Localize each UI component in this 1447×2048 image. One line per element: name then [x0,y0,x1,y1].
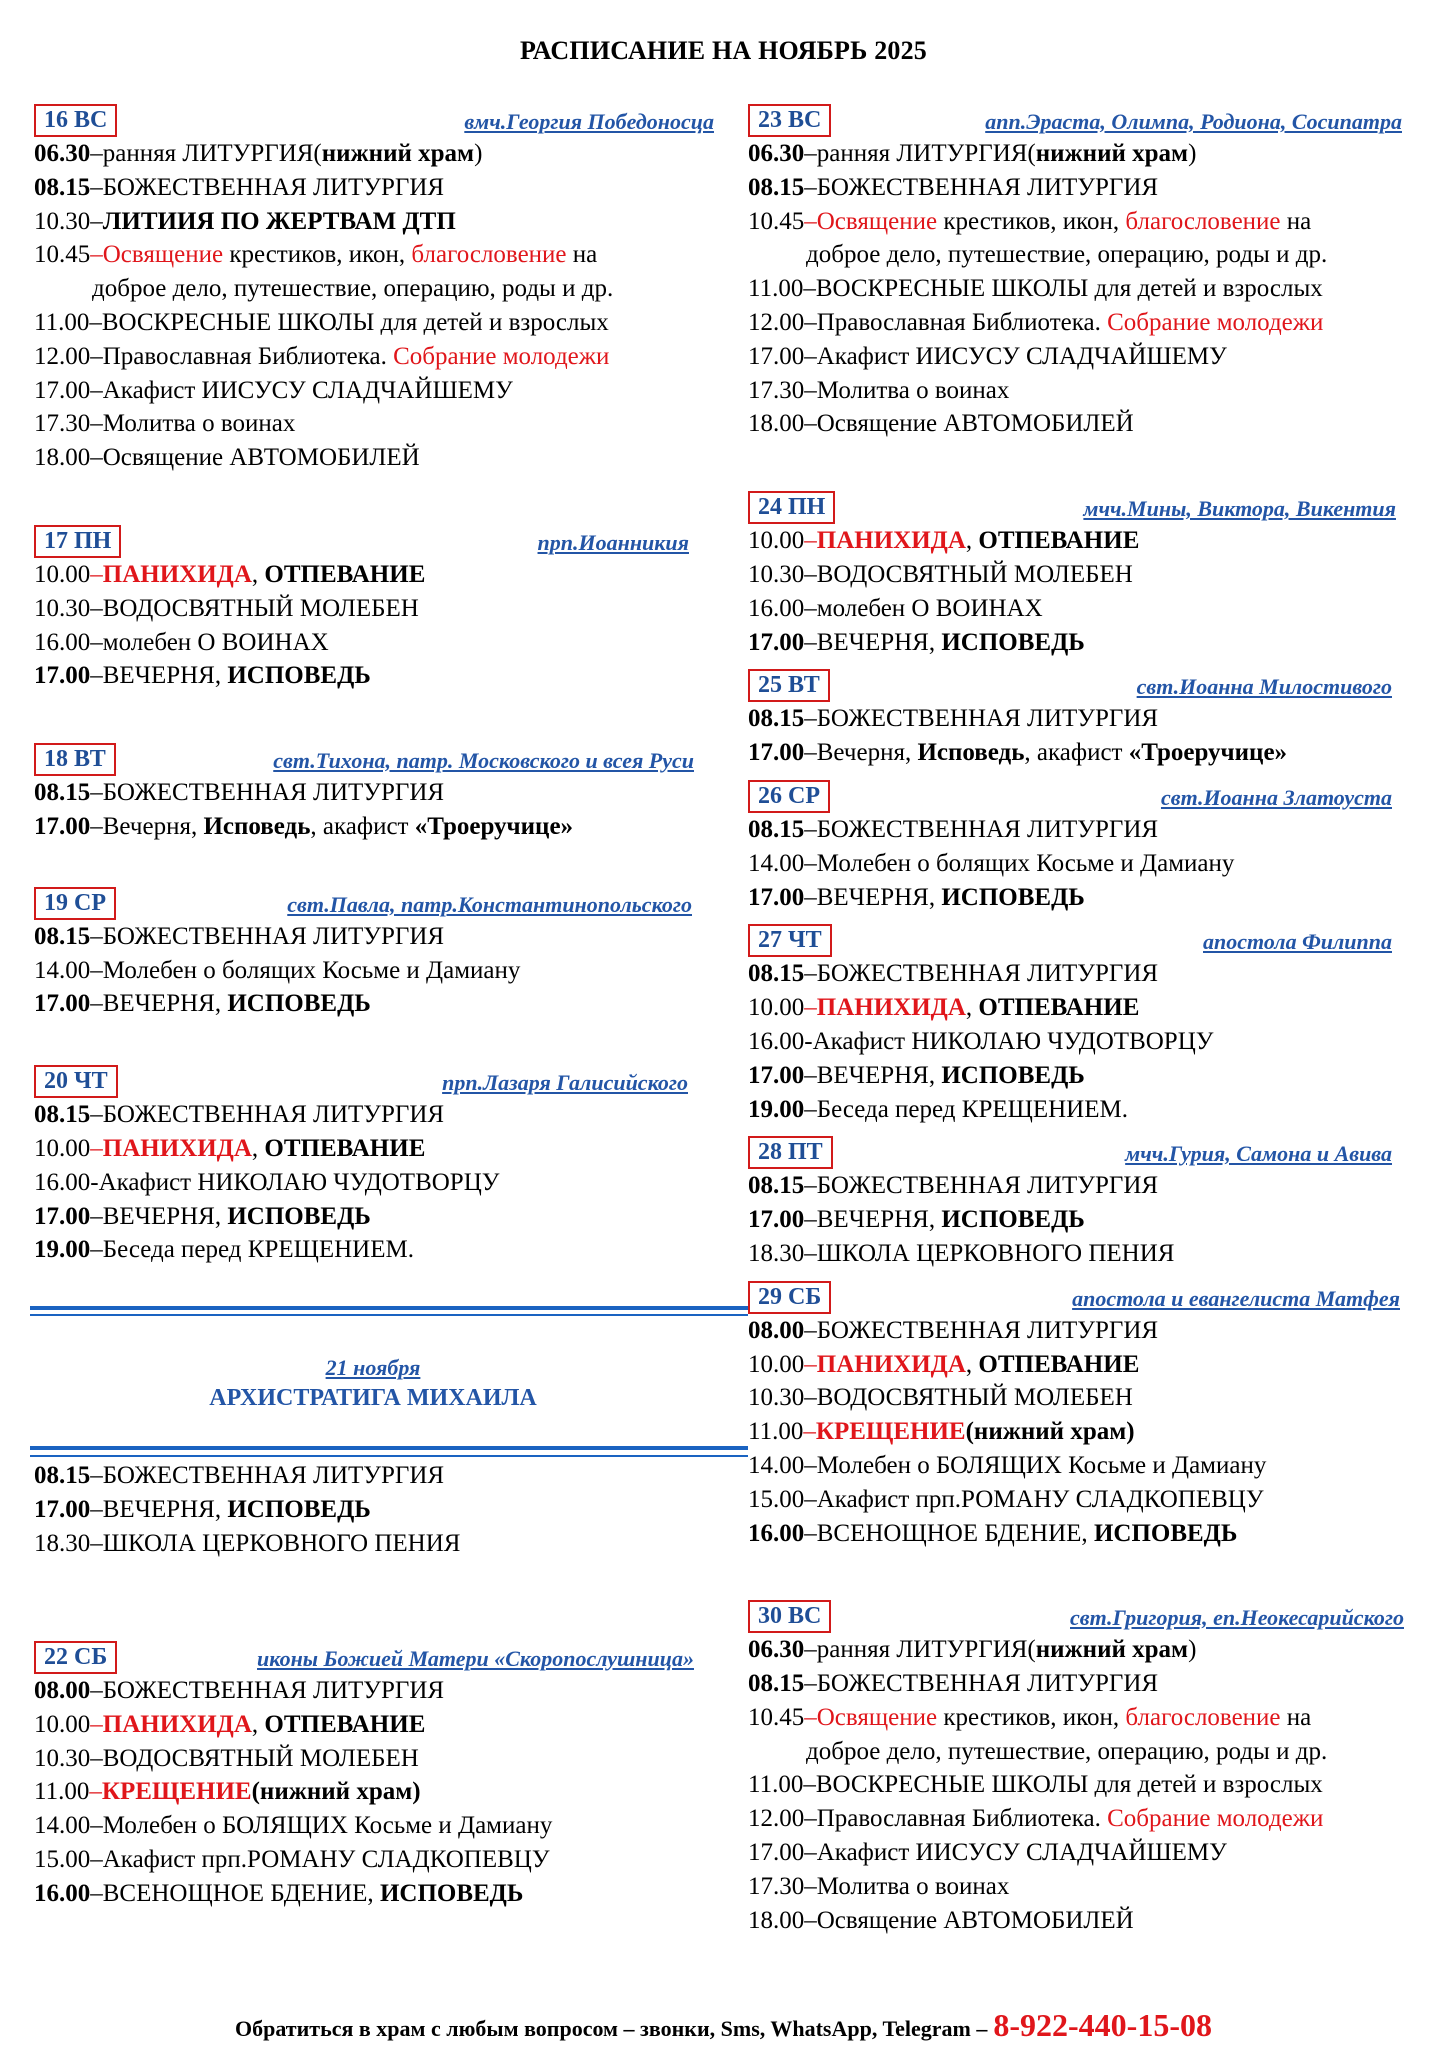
event-line: 11.00–КРЕЩЕНИЕ(нижний храм) [748,1418,1135,1446]
event-line: 08.15–БОЖЕСТВЕННАЯ ЛИТУРГИЯ [748,815,1159,843]
event-line: 17.00–ВЕЧЕРНЯ, ИСПОВЕДЬ [748,628,1085,656]
event-line: 16.00–молебен О ВОИНАХ [748,594,1043,622]
saint-name: иконы Божией Матери «Скоропослушница» [257,1646,694,1671]
day-label: 25 ВТ [748,669,830,702]
feast-events [34,1459,714,1560]
event-line: доброе дело, путешествие, операцию, роды и др. [806,1737,1328,1765]
phone-number[interactable]: 8-922-440-15-08 [993,2007,1212,2043]
event-line: 10.00–ПАНИХИДА, ОТПЕВАНИЕ [748,994,1140,1022]
saint-name: апостола и евангелиста Матфея [1072,1285,1400,1311]
divider-line [30,1306,748,1310]
day-28 [748,1136,1418,1270]
feast-name: АРХИСТРАТИГА МИХАИЛА [209,1385,537,1411]
event-line: 16.00-Акафист НИКОЛАЮ ЧУДОТВОРЦУ [34,1168,500,1196]
day-26 [748,780,1418,914]
day-label: 30 ВС [748,1600,831,1633]
event-line: 14.00–Молебен о болящих Косьме и Дамиану [748,849,1235,877]
event-line: 11.00–ВОСКРЕСНЫЕ ШКОЛЫ для детей и взрослых [34,308,609,336]
event-line: 16.00-Акафист НИКОЛАЮ ЧУДОТВОРЦУ [748,1027,1214,1055]
event-line: 10.30–ЛИТИИЯ ПО ЖЕРТВАМ ДТП [34,207,456,235]
divider-line [30,1446,748,1450]
day-27 [748,924,1418,1126]
saint-name: мчч.Мины, Виктора, Викентия [1083,496,1396,522]
event-line: 08.15–БОЖЕСТВЕННАЯ ЛИТУРГИЯ [748,1670,1159,1698]
event-line: 06.30–ранняя ЛИТУРГИЯ(нижний храм) [748,1636,1197,1664]
event-line: 10.30–ВОДОСВЯТНЫЙ МОЛЕБЕН [34,1744,419,1772]
saint-name: апп.Эраста, Олимпа, Родиона, Сосипатра [985,109,1402,134]
event-line: 16.00–молебен О ВОИНАХ [34,628,329,656]
event-line: 08.15–БОЖЕСТВЕННАЯ ЛИТУРГИЯ [34,1101,445,1129]
day-label: 29 СБ [748,1281,831,1314]
day-label: 26 СР [748,780,830,813]
event-line: 18.00–Освящение АВТОМОБИЛЕЙ [748,410,1134,438]
saint-name: мчч.Гурия, Самона и Авива [1125,1141,1392,1167]
footer-contact [0,2007,1447,2044]
event-line: 17.00–ВЕЧЕРНЯ, ИСПОВЕДЬ [34,990,371,1018]
day-19 [34,887,714,1021]
day-label: 28 ПТ [748,1136,833,1169]
event-line: 11.00–ВОСКРЕСНЫЕ ШКОЛЫ для детей и взрослых [748,1771,1323,1799]
day-16 [34,104,714,475]
event-line: 06.30–ранняя ЛИТУРГИЯ(нижний храм) [748,140,1197,167]
day-label: 27 ЧТ [748,924,832,957]
event-line: 08.00–БОЖЕСТВЕННАЯ ЛИТУРГИЯ [34,1677,445,1704]
day-25 [748,669,1418,770]
event-line: 17.30–Молитва о воинах [34,410,296,438]
event-line: 17.00–Акафист ИИСУСУ СЛАДЧАЙШЕМУ [34,376,513,404]
event-line: 17.00–ВЕЧЕРНЯ, ИСПОВЕДЬ [748,1206,1085,1234]
saint-name: свт.Иоанна Милостивого [1136,674,1392,700]
event-line: 10.45–Освящение крестиков, икон, благословение на [748,1703,1312,1731]
event-line: 10.00–ПАНИХИДА, ОТПЕВАНИЕ [34,1710,426,1738]
event-line: 08.15–БОЖЕСТВЕННАЯ ЛИТУРГИЯ [34,779,445,807]
event-line: 08.15–БОЖЕСТВЕННАЯ ЛИТУРГИЯ [34,1462,445,1489]
event-line: 17.00–Вечерня, Исповедь, акафист «Троеручице» [34,812,574,840]
event-line: 19.00–Беседа перед КРЕЩЕНИЕМ. [748,1095,1128,1123]
event-line: 17.00–ВЕЧЕРНЯ, ИСПОВЕДЬ [34,1495,371,1523]
event-line: 08.15–БОЖЕСТВЕННАЯ ЛИТУРГИЯ [748,173,1159,201]
event-line: 16.00–ВСЕНОЩНОЕ БДЕНИЕ, ИСПОВЕДЬ [748,1519,1238,1547]
event-line: 17.00–ВЕЧЕРНЯ, ИСПОВЕДЬ [748,1061,1085,1089]
event-line: 14.00–Молебен о БОЛЯЩИХ Косьме и Дамиану [748,1451,1267,1479]
event-line: 08.00–БОЖЕСТВЕННАЯ ЛИТУРГИЯ [748,1316,1159,1344]
event-line: 08.15–БОЖЕСТВЕННАЯ ЛИТУРГИЯ [34,173,445,201]
event-line: 17.00–ВЕЧЕРНЯ, ИСПОВЕДЬ [34,662,371,690]
event-line: 18.00–Освящение АВТОМОБИЛЕЙ [748,1906,1134,1934]
event-line: 17.00–ВЕЧЕРНЯ, ИСПОВЕДЬ [748,883,1085,911]
event-line: 08.15–БОЖЕСТВЕННАЯ ЛИТУРГИЯ [748,960,1159,988]
event-line: 17.00–Акафист ИИСУСУ СЛАДЧАЙШЕМУ [748,342,1227,370]
event-line: 17.00–ВЕЧЕРНЯ, ИСПОВЕДЬ [34,1202,371,1230]
event-line: 17.30–Молитва о воинах [748,1872,1010,1900]
saint-name: свт.Павла, патр.Константинопольского [287,891,692,917]
event-line: 10.00–ПАНИХИДА, ОТПЕВАНИЕ [34,560,426,588]
feast-date: 21 ноября [325,1355,421,1380]
event-line: 14.00–Молебен о БОЛЯЩИХ Косьме и Дамиану [34,1812,553,1840]
day-label: 18 ВТ [34,743,116,776]
saint-name: прп.Иоанникия [537,529,689,555]
event-line: 10.45–Освящение крестиков, икон, благословение на [748,207,1312,235]
day-29 [748,1281,1418,1551]
day-label: 20 ЧТ [34,1065,118,1098]
event-line: 18.00–Освящение АВТОМОБИЛЕЙ [34,444,420,472]
saint-name: свт.Тихона, патр. Московского и всея Руси [273,748,694,774]
event-line: 14.00–Молебен о болящих Косьме и Дамиану [34,956,521,984]
saint-name: апостола Филиппа [1203,929,1392,955]
day-22 [34,1641,714,1911]
event-line: 17.00–Акафист ИИСУСУ СЛАДЧАЙШЕМУ [748,1839,1227,1867]
event-line: 17.30–Молитва о воинах [748,376,1010,404]
event-line: 10.00–ПАНИХИДА, ОТПЕВАНИЕ [748,1350,1140,1378]
event-line: 18.30–ШКОЛА ЦЕРКОВНОГО ПЕНИЯ [748,1239,1175,1267]
day-18 [34,743,714,844]
day-24 [748,491,1418,659]
saint-name: свт.Иоанна Златоуста [1160,784,1392,810]
event-line: доброе дело, путешествие, операцию, роды и др. [92,275,614,303]
day-label: 17 ПН [34,525,121,558]
event-line: 10.30–ВОДОСВЯТНЫЙ МОЛЕБЕН [748,1384,1133,1412]
saint-name: вмч.Георгия Победоносца [464,109,714,134]
event-line: 10.00–ПАНИХИДА, ОТПЕВАНИЕ [34,1134,426,1162]
event-line: 15.00–Акафист прп.РОМАНУ СЛАДКОПЕВЦУ [34,1845,550,1873]
event-line: 12.00–Православная Библиотека. Собрание молодежи [34,342,610,370]
saint-name: прп.Лазаря Галисийского [442,1070,688,1096]
event-line: 10.45–Освящение крестиков, икон, благословение на [34,241,598,269]
event-line: 08.15–БОЖЕСТВЕННАЯ ЛИТУРГИЯ [748,1172,1159,1200]
event-line: 10.00–ПАНИХИДА, ОТПЕВАНИЕ [748,527,1140,555]
divider-line [30,1455,748,1457]
event-line: 06.30–ранняя ЛИТУРГИЯ(нижний храм) [34,140,483,167]
event-line: 10.30–ВОДОСВЯТНЫЙ МОЛЕБЕН [34,594,419,622]
day-23 [748,104,1418,441]
left-column [34,104,714,1267]
right-column [748,104,1418,1937]
day-17 [34,525,714,693]
event-line: доброе дело, путешествие, операцию, роды и др. [806,241,1328,269]
event-line: 11.00–ВОСКРЕСНЫЕ ШКОЛЫ для детей и взрослых [748,275,1323,303]
event-line: 18.30–ШКОЛА ЦЕРКОВНОГО ПЕНИЯ [34,1529,461,1557]
saint-name: свт.Григория, еп.Неокесарийского [1070,1605,1404,1631]
day-label: 16 ВС [34,104,117,137]
day-label: 23 ВС [748,104,831,137]
day-label: 24 ПН [748,491,835,524]
page-title: РАСПИСАНИЕ НА НОЯБРЬ 2025 [520,36,927,65]
feast-heading [28,1355,718,1412]
event-line: 17.00–Вечерня, Исповедь, акафист «Троеручице» [748,739,1288,767]
event-line: 08.15–БОЖЕСТВЕННАЯ ЛИТУРГИЯ [748,705,1159,733]
day-30 [748,1600,1418,1937]
event-line: 19.00–Беседа перед КРЕЩЕНИЕМ. [34,1236,414,1264]
event-line: 11.00–КРЕЩЕНИЕ(нижний храм) [34,1778,421,1806]
event-line: 15.00–Акафист прп.РОМАНУ СЛАДКОПЕВЦУ [748,1485,1264,1513]
event-line: 12.00–Православная Библиотека. Собрание молодежи [748,1805,1324,1833]
day-label: 22 СБ [34,1641,117,1674]
footer-text: Обратиться в храм с любым вопросом – звонки, Sms, WhatsApp, Telegram – [235,2016,988,2041]
event-line: 10.30–ВОДОСВЯТНЫЙ МОЛЕБЕН [748,560,1133,588]
day-20 [34,1065,714,1267]
day-label: 19 СР [34,887,116,920]
event-line: 16.00–ВСЕНОЩНОЕ БДЕНИЕ, ИСПОВЕДЬ [34,1879,524,1907]
event-line: 08.15–БОЖЕСТВЕННАЯ ЛИТУРГИЯ [34,922,445,950]
divider-line [30,1314,748,1316]
event-line: 12.00–Православная Библиотека. Собрание молодежи [748,308,1324,336]
